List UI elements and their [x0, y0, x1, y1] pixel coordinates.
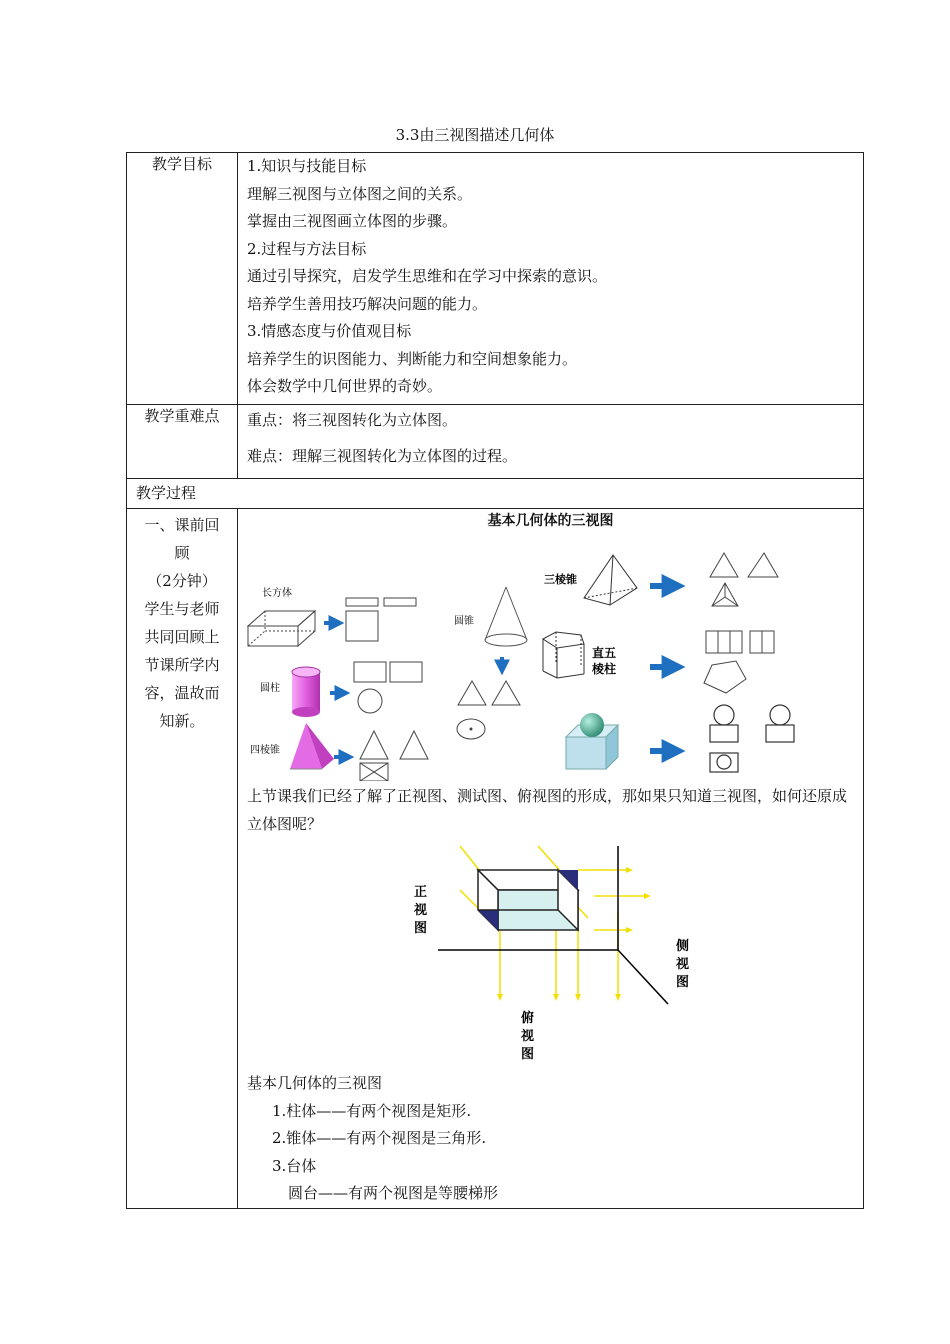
- process-label-cell: [127, 479, 864, 509]
- summary-item-1: 1.柱体——有两个视图是矩形.: [272, 1101, 472, 1120]
- front-view-label-2: 视: [414, 903, 428, 918]
- review-left-line: 容，温故而: [144, 684, 220, 702]
- objectives-row: [127, 153, 864, 405]
- top-view-label-2: 视: [521, 1029, 535, 1044]
- review-left-line: 节课所学内: [144, 656, 220, 674]
- review-left-line: 知新。: [159, 712, 205, 730]
- objective-line: 理解三视图与立体图之间的关系。: [247, 184, 473, 203]
- objective-line: 掌握由三视图画立体图的步骤。: [247, 212, 458, 230]
- triangular-pyramid-views: [710, 553, 778, 606]
- label-square-pyramid: 四棱锥: [250, 745, 280, 756]
- summary-sub-item: 圆台——有两个视图是等腰梯形: [288, 1184, 499, 1202]
- cuboid-shape: [248, 611, 315, 646]
- cylinder-shape: [292, 667, 320, 717]
- projection-box: [478, 870, 578, 930]
- cylinder-views: [354, 662, 422, 713]
- summary-heading: 基本几何体的三视图: [247, 1074, 383, 1092]
- keypoints-label: 教学重难点: [127, 405, 238, 479]
- page-title: 3.3由三视图描述几何体: [395, 126, 555, 144]
- objective-line: 培养学生的识图能力、判断能力和空间想象能力。: [247, 349, 578, 368]
- side-view-label-3: 图: [676, 975, 690, 990]
- side-view-label-2: 视: [676, 957, 690, 972]
- objective-line: 2.过程与方法目标: [247, 239, 367, 258]
- difficulty-text: 难点：理解三视图转化为立体图的过程。: [247, 447, 518, 465]
- projection-diagram: [238, 838, 864, 1070]
- keypoints-content: [238, 405, 864, 479]
- review-content-cell: [238, 509, 864, 1209]
- lesson-plan-table: [126, 152, 864, 1209]
- objective-line: 培养学生善用技巧解决问题的能力。: [247, 294, 488, 313]
- review-left-line: 一、课前回: [144, 516, 220, 534]
- pentagonal-prism-views: [704, 631, 774, 693]
- top-view-label-1: 俯: [521, 1011, 535, 1026]
- side-view-label-1: 侧: [676, 939, 690, 954]
- figure-heading: 基本几何体的三视图: [487, 513, 614, 529]
- label-cone: 圆锥: [454, 616, 474, 627]
- sphere-box-shape: [566, 713, 618, 769]
- objectives-label: 教学目标: [127, 153, 238, 405]
- label-prism-2: 棱柱: [592, 662, 617, 676]
- intro-paragraph: 上节课我们已经了解了正视图、测试图、俯视图的形成，那如果只知道三视图，如何还原成立体图呢？: [247, 787, 848, 833]
- keypoints-row: [127, 405, 864, 479]
- process-label: 教学过程: [136, 483, 197, 502]
- square-pyramid-shape: [290, 723, 334, 769]
- sphere-box-views: [710, 705, 794, 772]
- objectives-content: [238, 153, 864, 405]
- label-prism-1: 直五: [592, 646, 617, 660]
- pentagonal-prism-shape: [543, 632, 584, 678]
- square-pyramid-views: [360, 731, 428, 781]
- triangular-pyramid-shape: [584, 555, 637, 605]
- objective-line: 体会数学中几何世界的奇妙。: [247, 377, 443, 395]
- process-row: [127, 479, 864, 509]
- cone-shape: [485, 587, 527, 646]
- cone-views: [457, 681, 520, 739]
- front-view-label-3: 图: [414, 921, 428, 936]
- review-left-line: 共同回顾上: [144, 628, 220, 646]
- review-left-line: 学生与老师: [144, 600, 220, 618]
- focus-text: 重点：将三视图转化为立体图。: [247, 411, 458, 429]
- summary-item-3: 3.台体: [272, 1156, 317, 1175]
- objective-line: 通过引导探究，启发学生思维和在学习中探索的意识。: [247, 267, 608, 285]
- label-cuboid: 长方体: [262, 588, 292, 599]
- top-view-label-3: 图: [521, 1047, 535, 1062]
- label-cylinder: 圆柱: [260, 683, 280, 694]
- cuboid-views: [346, 598, 416, 641]
- label-triangular-pyramid: 三棱锥: [544, 573, 577, 586]
- basic-solids-figure: [238, 531, 864, 781]
- objective-line: 1.知识与技能目标: [247, 157, 367, 175]
- review-left-line: （2分钟）: [147, 572, 217, 590]
- review-left-text: [127, 509, 237, 737]
- objectives-list: [238, 153, 863, 401]
- review-row: [127, 509, 864, 1209]
- summary-item-2: 2.锥体——有两个视图是三角形.: [272, 1129, 487, 1147]
- front-view-label-1: 正: [414, 885, 428, 900]
- review-left-line: 顾: [174, 544, 190, 562]
- review-left-cell: [127, 509, 238, 1209]
- objective-line: 3.情感态度与价值观目标: [247, 322, 412, 340]
